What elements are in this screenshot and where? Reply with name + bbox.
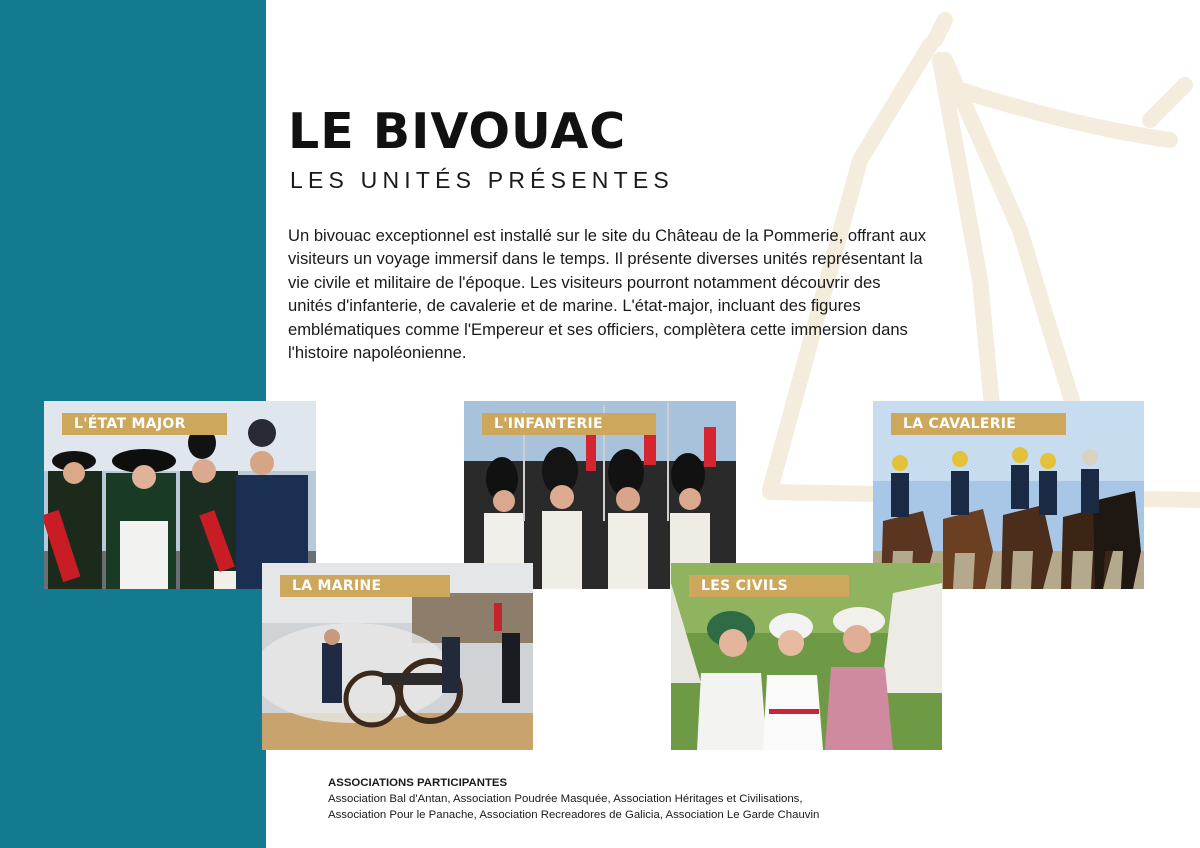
page-title: LE BIVOUAC [288, 103, 627, 160]
photo-card-civils [671, 563, 942, 750]
associations-list-line-2: Association Pour le Panache, Association Recreadores de Galicia, Association Le Garde Chauvin [328, 809, 820, 821]
unit-label: L'ÉTAT MAJOR [62, 413, 227, 435]
unit-label: L'INFANTERIE [482, 413, 656, 435]
unit-label: LES CIVILS [689, 575, 849, 597]
intro-paragraph: Un bivouac exceptionnel est installé sur le site du Château de la Pommerie, offrant aux visiteurs un voyage immersif dans le temps. Il présente diverses unités représentant la vie civile et militaire de l'époque. Les visiteurs pourront notamment découvrir des unités d'infanterie, de cavalerie et de marine. L'état-major, incluant des figures emblématiques comme l'Empereur et ses officiers, complètera cette immersion dans l'histoire napoléonienne. [288, 226, 926, 363]
associations-heading: ASSOCIATIONS PARTICIPANTES [328, 777, 508, 789]
associations-block [328, 775, 928, 823]
unit-label: LA MARINE [280, 575, 450, 597]
photo-card-infanterie [464, 401, 736, 589]
page-subtitle: LES UNITÉS PRÉSENTES [290, 167, 674, 193]
photo-card-marine [262, 563, 533, 750]
unit-label: LA CAVALERIE [891, 413, 1066, 435]
photo-card-cavalerie [873, 401, 1144, 589]
photo-card-etat-major [44, 401, 316, 589]
associations-list-line-1: Association Bal d'Antan, Association Poudrée Masquée, Association Héritages et Civilisations, [328, 793, 803, 805]
